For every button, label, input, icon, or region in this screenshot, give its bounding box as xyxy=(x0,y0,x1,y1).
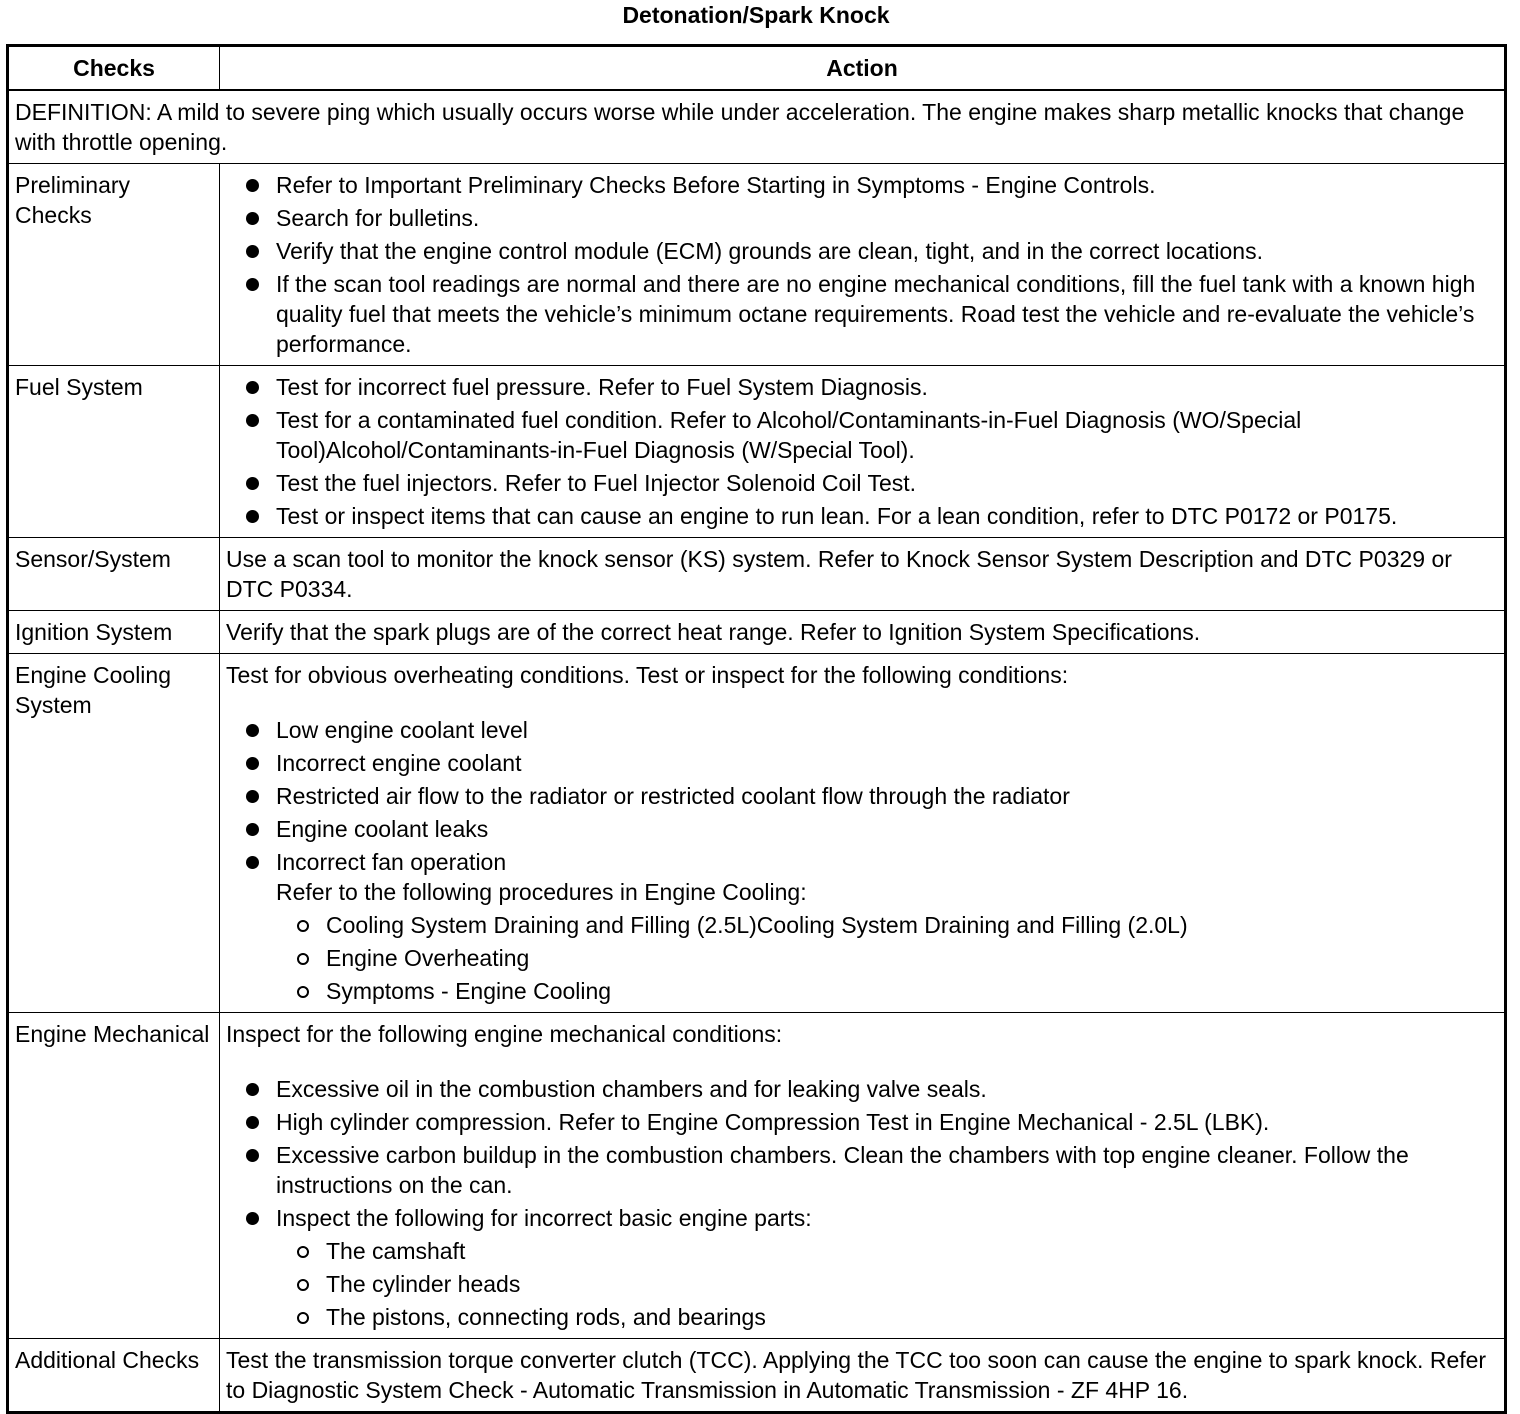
action-cell: Test the transmission torque converter clutch (TCC). Applying the TCC too soon can cause the engine to spark knock. Refer to Diagnostic System Check - Automatic Transmission in Automatic Transmission - ZF 4HP 16. xyxy=(220,1339,1506,1413)
table-row-engine-mechanical xyxy=(8,1013,1506,1339)
list-item: If the scan tool readings are normal and there are no engine mechanical conditions, fill the fuel tank with a known high quality fuel that meets the vehicle’s minimum octane requirements. Road test the vehicle and re-evaluate the vehicle’s performance. xyxy=(276,269,1498,359)
sub-list-item: The pistons, connecting rods, and bearings xyxy=(326,1302,1498,1332)
check-label: Additional Checks xyxy=(8,1339,220,1413)
list-item: Incorrect engine coolant xyxy=(276,748,1498,778)
table-row-fuel-system xyxy=(8,366,1506,538)
check-label: Sensor/System xyxy=(8,538,220,611)
diagnostic-table xyxy=(6,44,1507,1414)
action-column-header: Action xyxy=(220,46,1506,91)
list-item: Test for incorrect fuel pressure. Refer to Fuel System Diagnosis. xyxy=(276,372,1498,402)
definition-row xyxy=(8,90,1506,164)
table-row-engine-cooling xyxy=(8,654,1506,1013)
list-item: Search for bulletins. xyxy=(276,203,1498,233)
check-label: Ignition System xyxy=(8,611,220,654)
list-item: Test for a contaminated fuel condition. Refer to Alcohol/Contaminants-in-Fuel Diagnosis (WO/Special Tool)Alcohol/Contaminants-in-Fuel Diagnosis (W/Special Tool). xyxy=(276,405,1498,465)
check-label: Preliminary Checks xyxy=(8,164,220,366)
list-item: Refer to Important Preliminary Checks Before Starting in Symptoms - Engine Controls. xyxy=(276,170,1498,200)
sub-list-item: The camshaft xyxy=(326,1236,1498,1266)
list-item: Verify that the engine control module (ECM) grounds are clean, tight, and in the correct locations. xyxy=(276,236,1498,266)
action-cell: Verify that the spark plugs are of the correct heat range. Refer to Ignition System Specifications. xyxy=(220,611,1506,654)
list-item-text: Inspect the following for incorrect basic engine parts: xyxy=(276,1205,812,1231)
list-item: Test or inspect items that can cause an engine to run lean. For a lean condition, refer to DTC P0172 or P0175. xyxy=(276,501,1498,531)
action-cell xyxy=(220,366,1506,538)
table-row-preliminary xyxy=(8,164,1506,366)
sub-list-item: The cylinder heads xyxy=(326,1269,1498,1299)
action-intro: Test for obvious overheating conditions. Test or inspect for the following conditions: xyxy=(226,662,1069,688)
list-item: Restricted air flow to the radiator or restricted coolant flow through the radiator xyxy=(276,781,1498,811)
bullet-list xyxy=(226,372,1498,531)
action-intro: Inspect for the following engine mechanical conditions: xyxy=(226,1021,783,1047)
bullet-list xyxy=(226,1074,1498,1332)
sub-bullet-list xyxy=(276,1236,1498,1332)
list-item: High cylinder compression. Refer to Engine Compression Test in Engine Mechanical - 2.5L (LBK). xyxy=(276,1107,1498,1137)
action-cell xyxy=(220,1013,1506,1339)
action-cell: Use a scan tool to monitor the knock sensor (KS) system. Refer to Knock Sensor System Description and DTC P0329 or DTC P0334. xyxy=(220,538,1506,611)
list-item: Low engine coolant level xyxy=(276,715,1498,745)
table-header-row xyxy=(8,46,1506,91)
list-item xyxy=(276,1203,1498,1332)
table-row-additional-checks xyxy=(8,1339,1506,1413)
sub-list-item: Engine Overheating xyxy=(326,943,1498,973)
check-label: Engine Mechanical xyxy=(8,1013,220,1339)
bullet-list xyxy=(226,170,1498,359)
check-label: Engine Cooling System xyxy=(8,654,220,1013)
table-row-ignition-system xyxy=(8,611,1506,654)
page-title: Detonation/Spark Knock xyxy=(622,2,890,28)
definition-text: DEFINITION: A mild to severe ping which usually occurs worse while under acceleration. The engine makes sharp metallic knocks that change with throttle opening. xyxy=(8,90,1506,164)
list-item: Excessive carbon buildup in the combustion chambers. Clean the chambers with top engine cleaner. Follow the instructions on the can. xyxy=(276,1140,1498,1200)
table-row-sensor-system xyxy=(8,538,1506,611)
action-cell xyxy=(220,164,1506,366)
list-item xyxy=(276,847,1498,1006)
list-item: Excessive oil in the combustion chambers and for leaking valve seals. xyxy=(276,1074,1498,1104)
list-item: Test the fuel injectors. Refer to Fuel Injector Solenoid Coil Test. xyxy=(276,468,1498,498)
procedures-note: Refer to the following procedures in Engine Cooling: xyxy=(276,879,807,905)
sub-bullet-list xyxy=(276,910,1498,1006)
list-item: Engine coolant leaks xyxy=(276,814,1498,844)
checks-column-header: Checks xyxy=(8,46,220,91)
sub-list-item: Symptoms - Engine Cooling xyxy=(326,976,1498,1006)
bullet-list xyxy=(226,715,1498,1006)
action-cell xyxy=(220,654,1506,1013)
list-item-text: Incorrect fan operation xyxy=(276,849,507,875)
sub-list-item: Cooling System Draining and Filling (2.5L)Cooling System Draining and Filling (2.0L) xyxy=(326,910,1498,940)
check-label: Fuel System xyxy=(8,366,220,538)
